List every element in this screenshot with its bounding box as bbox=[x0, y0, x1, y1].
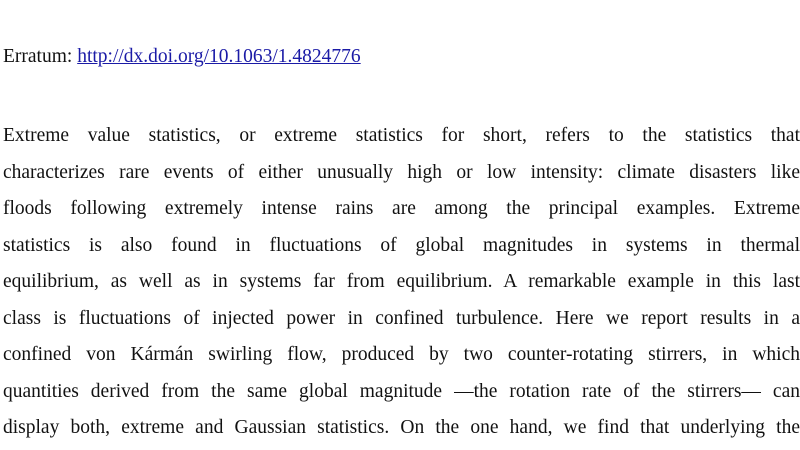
abstract-line: class is fluctuations of injected power in confined turbulence. Here we report results in a bbox=[3, 307, 800, 329]
abstract-line: floods following extremely intense rains are among the principal examples. Extreme bbox=[3, 198, 800, 219]
abstract-line: quantities derived from the same global magnitude —the rotation rate of the stirrers— can bbox=[3, 380, 800, 402]
erratum-line bbox=[3, 44, 361, 70]
abstract-line: statistics is also found in fluctuations of global magnitudes in systems in thermal bbox=[3, 234, 800, 256]
abstract-line: confined von Kármán swirling flow, produced by two counter-rotating stirrers, in which bbox=[3, 344, 800, 365]
abstract-paragraph bbox=[3, 118, 800, 447]
abstract-line: characterizes rare events of either unusually high or low intensity: climate disasters like bbox=[3, 161, 800, 183]
erratum-doi-link[interactable]: http://dx.doi.org/10.1063/1.4824776 bbox=[77, 46, 361, 67]
abstract-line: equilibrium, as well as in systems far from equilibrium. A remarkable example in this last bbox=[3, 271, 800, 292]
abstract-line: display both, extreme and Gaussian statistics. On the one hand, we find that underlying the bbox=[3, 417, 800, 438]
abstract-line: Extreme value statistics, or extreme statistics for short, refers to the statistics that bbox=[3, 125, 800, 146]
erratum-label: Erratum: bbox=[3, 46, 73, 67]
